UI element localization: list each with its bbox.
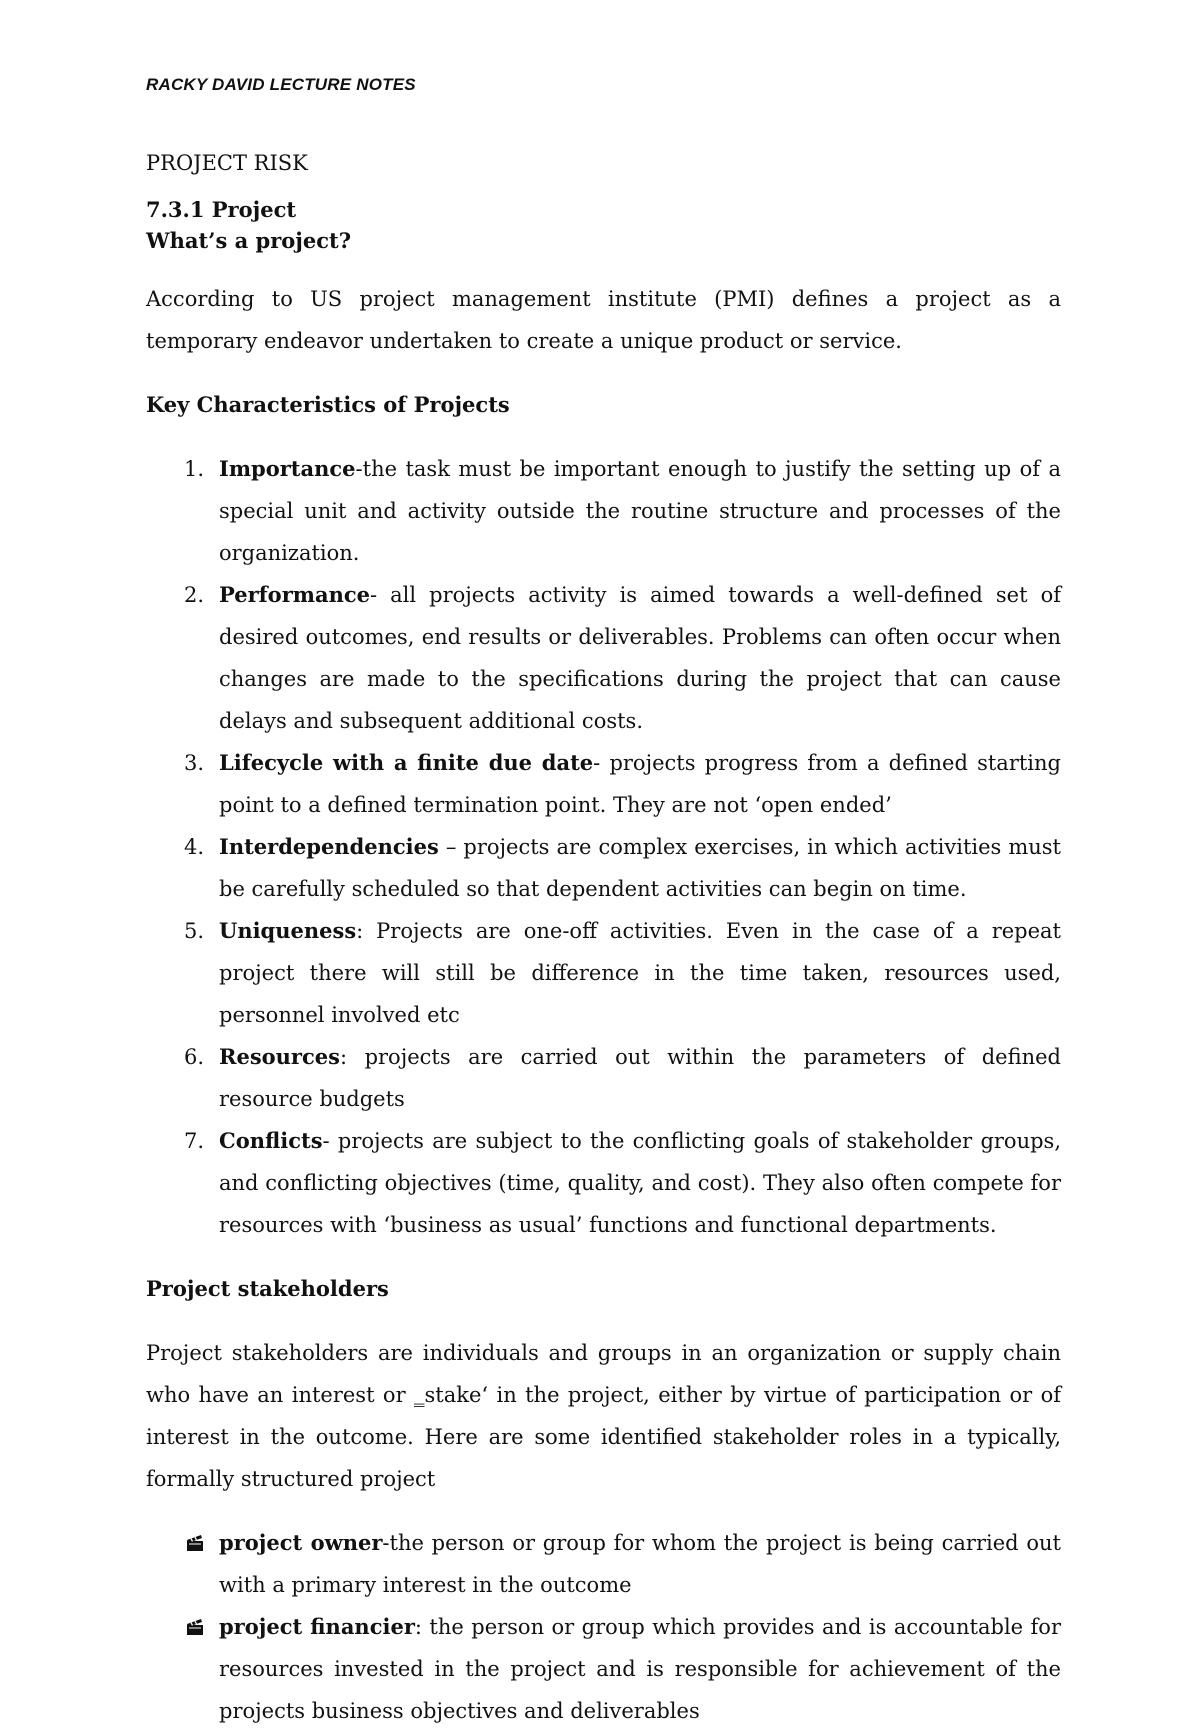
characteristics-list bbox=[146, 448, 1061, 1246]
list-text: : Projects are one-off activities. Even in the case of a repeat project there will still be difference in the time taken, resources used, personnel involved etc bbox=[219, 919, 1061, 1027]
list-term: Conflicts bbox=[219, 1128, 323, 1153]
list-item bbox=[146, 910, 1061, 1036]
list-number: 3. bbox=[184, 751, 205, 775]
list-text: : the person or group which provides and is accountable for resources invested in the project and is responsible for achievement of the projects business objectives and deliverables bbox=[219, 1615, 1061, 1723]
list-item bbox=[146, 742, 1061, 826]
list-number: 2. bbox=[184, 583, 205, 607]
list-term: Lifecycle with a finite due date bbox=[219, 750, 594, 775]
running-header: RACKY DAVID LECTURE NOTES bbox=[146, 75, 416, 94]
list-number: 5. bbox=[184, 919, 205, 943]
list-term: Interdependencies bbox=[219, 834, 439, 859]
list-term: project owner bbox=[219, 1530, 383, 1555]
list-item bbox=[146, 448, 1061, 574]
list-item bbox=[146, 574, 1061, 742]
clapperboard-icon bbox=[186, 1618, 204, 1636]
list-text: : projects are carried out within the parameters of defined resource budgets bbox=[219, 1045, 1061, 1111]
section-number: 7.3.1 Project bbox=[146, 197, 297, 222]
list-number: 1. bbox=[184, 457, 205, 481]
list-text: -the person or group for whom the project is being carried out with a primary interest in the outcome bbox=[219, 1531, 1061, 1597]
stakeholders-heading: Project stakeholders bbox=[146, 1276, 389, 1301]
list-number: 7. bbox=[184, 1129, 205, 1153]
list-term: Performance bbox=[219, 582, 370, 607]
list-term: project financier bbox=[219, 1614, 415, 1639]
list-term: Uniqueness bbox=[219, 918, 357, 943]
document-title: PROJECT RISK bbox=[146, 151, 308, 175]
stakeholder-roles-list bbox=[146, 1522, 1061, 1732]
list-text: - projects progress from a defined starting point to a defined termination point. They are not ‘open ended’ bbox=[219, 751, 1061, 817]
characteristics-heading: Key Characteristics of Projects bbox=[146, 392, 510, 417]
list-item bbox=[146, 1036, 1061, 1120]
list-item bbox=[146, 826, 1061, 910]
list-text: -the task must be important enough to justify the setting up of a special unit and activity outside the routine structure and processes of the organization. bbox=[219, 457, 1061, 565]
list-text: - projects are subject to the conflicting goals of stakeholder groups, and conflicting objectives (time, quality, and cost). They also often compete for resources with ‘business as usual’ functions and functional departments. bbox=[219, 1129, 1061, 1237]
list-number: 6. bbox=[184, 1045, 205, 1069]
list-term: Resources bbox=[219, 1044, 340, 1069]
section-question: What’s a project? bbox=[146, 228, 352, 253]
list-text: – projects are complex exercises, in which activities must be carefully scheduled so that dependent activities can begin on time. bbox=[219, 835, 1061, 901]
list-item bbox=[146, 1606, 1061, 1732]
list-term: Importance bbox=[219, 456, 356, 481]
list-text: - all projects activity is aimed towards a well-defined set of desired outcomes, end results or deliverables. Problems can often occur when changes are made to the specifications during the project that can cause delays and subsequent additional costs. bbox=[219, 583, 1061, 733]
stakeholders-paragraph: Project stakeholders are individuals and groups in an organization or supply chain who have an interest or ‗stake‘ in the project, either by virtue of participation or of interest in the outcome. Here are some identified stakeholder roles in a typically, formally structured project bbox=[146, 1341, 1061, 1491]
list-item bbox=[146, 1120, 1061, 1246]
clapperboard-icon bbox=[186, 1534, 204, 1552]
list-item bbox=[146, 1522, 1061, 1606]
document-body bbox=[146, 142, 1061, 1732]
list-number: 4. bbox=[184, 835, 205, 859]
definition-paragraph: According to US project management institute (PMI) defines a project as a temporary endeavor undertaken to create a unique product or service. bbox=[146, 287, 1061, 353]
